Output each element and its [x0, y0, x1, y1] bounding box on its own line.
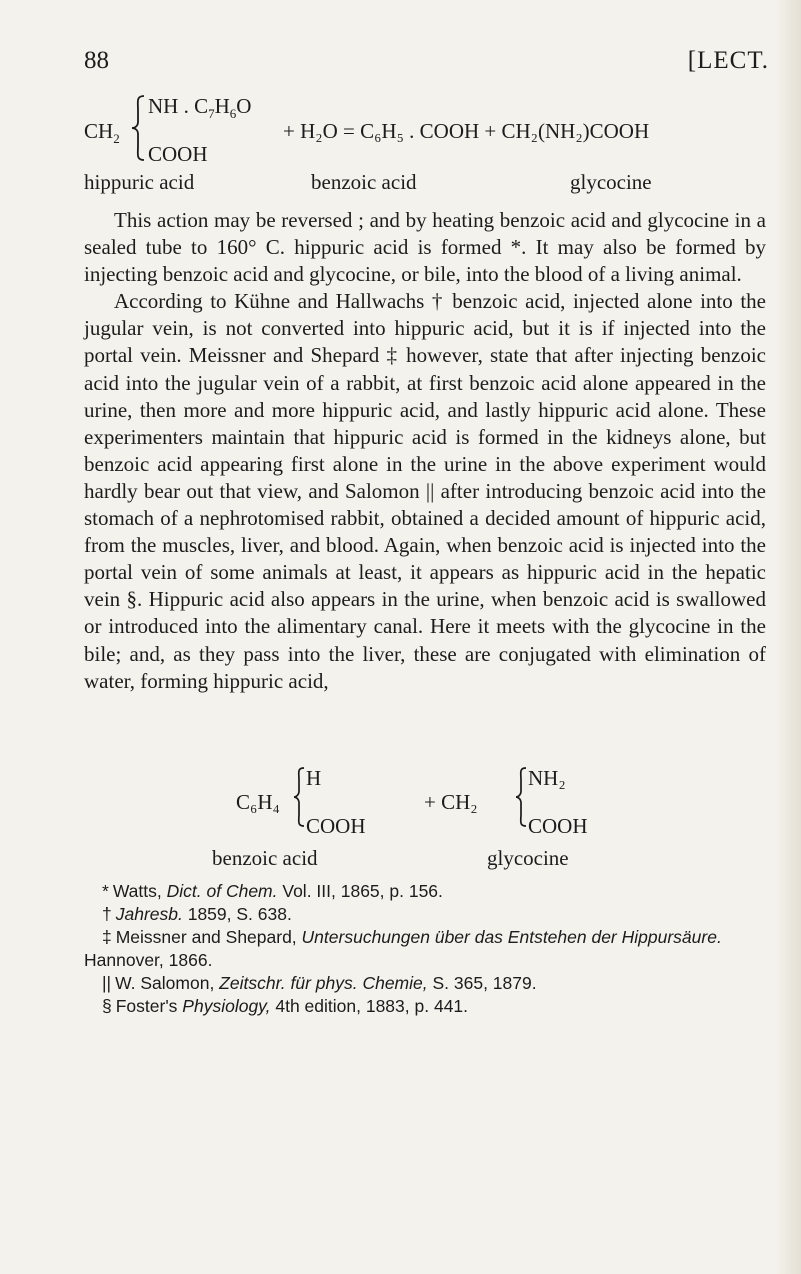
benzoic-glycocine-formula	[0, 760, 801, 870]
equation-right-side: + H₂O = C₆H₅ . COOH + CH₂(NH₂)COOH	[283, 119, 650, 143]
left-brace	[130, 94, 146, 162]
footnotes	[84, 880, 766, 1018]
formula2-caption-benzoic: benzoic acid	[212, 846, 318, 870]
formula2-right-brace	[514, 766, 528, 828]
footnote-mark: *	[102, 881, 109, 901]
formula2-left-brace	[292, 766, 306, 828]
footnote: † Jahresb. 1859, S. 638.	[102, 904, 292, 924]
formula2-right-bottom: COOH	[528, 814, 588, 838]
equation-brace-bottom: COOH	[148, 142, 208, 166]
page-number: 88	[84, 47, 109, 74]
formula2-plus-group: + CH₂	[424, 790, 478, 814]
formula2-left-bottom: COOH	[306, 814, 366, 838]
footnote-mark: ||	[102, 973, 112, 993]
formula2-left-top: H	[306, 766, 322, 790]
page-header	[84, 47, 769, 87]
footnote: ‡ Meissner and Shepard, Untersuchungen über das Entstehen der Hippursäure. Hannover, 1866.	[84, 927, 722, 970]
page-edge-shadow	[775, 0, 801, 1274]
formula2-left-group: C₆H₄	[236, 790, 280, 814]
equation-left-group: $CH_2$	[84, 119, 120, 147]
equation-brace-top: NH . $C_7H_6O$	[148, 94, 252, 122]
paragraph: This action may be reversed ; and by heating benzoic acid and glycocine in a sealed tube to 160° C. hippuric acid is formed *. It may also be formed by injecting benzoic acid and glycocine, or bile, into the blood of a living animal.	[84, 208, 766, 287]
footnote-mark: §	[102, 996, 112, 1016]
body-text	[84, 207, 766, 695]
formula2-caption-glycocine: glycocine	[487, 846, 569, 870]
footnote: * Watts, Dict. of Chem. Vol. III, 1865, p. 156.	[102, 881, 443, 901]
formula2-right-top: NH₂	[528, 766, 566, 790]
running-head: [LECT.	[687, 47, 769, 74]
footnote-mark: ‡	[102, 927, 112, 947]
footnote: § Foster's Physiology, 4th edition, 1883, p. 441.	[102, 996, 469, 1016]
footnote-mark: †	[102, 904, 112, 924]
caption-hippuric-acid: hippuric acid	[84, 170, 195, 194]
caption-glycocine: glycocine	[570, 170, 652, 194]
caption-benzoic-acid: benzoic acid	[311, 170, 417, 194]
footnote: || W. Salomon, Zeitschr. für phys. Chemie, S. 365, 1879.	[102, 973, 537, 993]
paragraph: According to Kühne and Hallwachs † benzoic acid, injected alone into the jugular vein, is not converted into hippuric acid, but it is if injected into the portal vein. Meissner and Shepard ‡ however, state that after injecting benzoic acid into the jugular vein of a rabbit, at first benzoic acid alone appeared in the urine, then more and more hippuric acid, and lastly hippuric acid alone. These experimenters maintain that hippuric acid is formed in the kidneys alone, but benzoic acid appearing first alone in the urine in the above experiment would hardly bear out that view, and Salomon || after introducing benzoic acid into the stomach of a nephrotomised rabbit, obtained a decided amount of hippuric acid, from the muscles, liver, and blood. Again, when benzoic acid is injected into the portal vein of some animals at least, it appears as hippuric acid in the hepatic vein §. Hippuric acid also appears in the urine, when benzoic acid is swallowed or introduced into the alimentary canal. Here it meets with the glycocine in the bile; and, as they pass into the liver, these are conjugated with elimination of water, forming hippuric acid,	[84, 289, 766, 693]
